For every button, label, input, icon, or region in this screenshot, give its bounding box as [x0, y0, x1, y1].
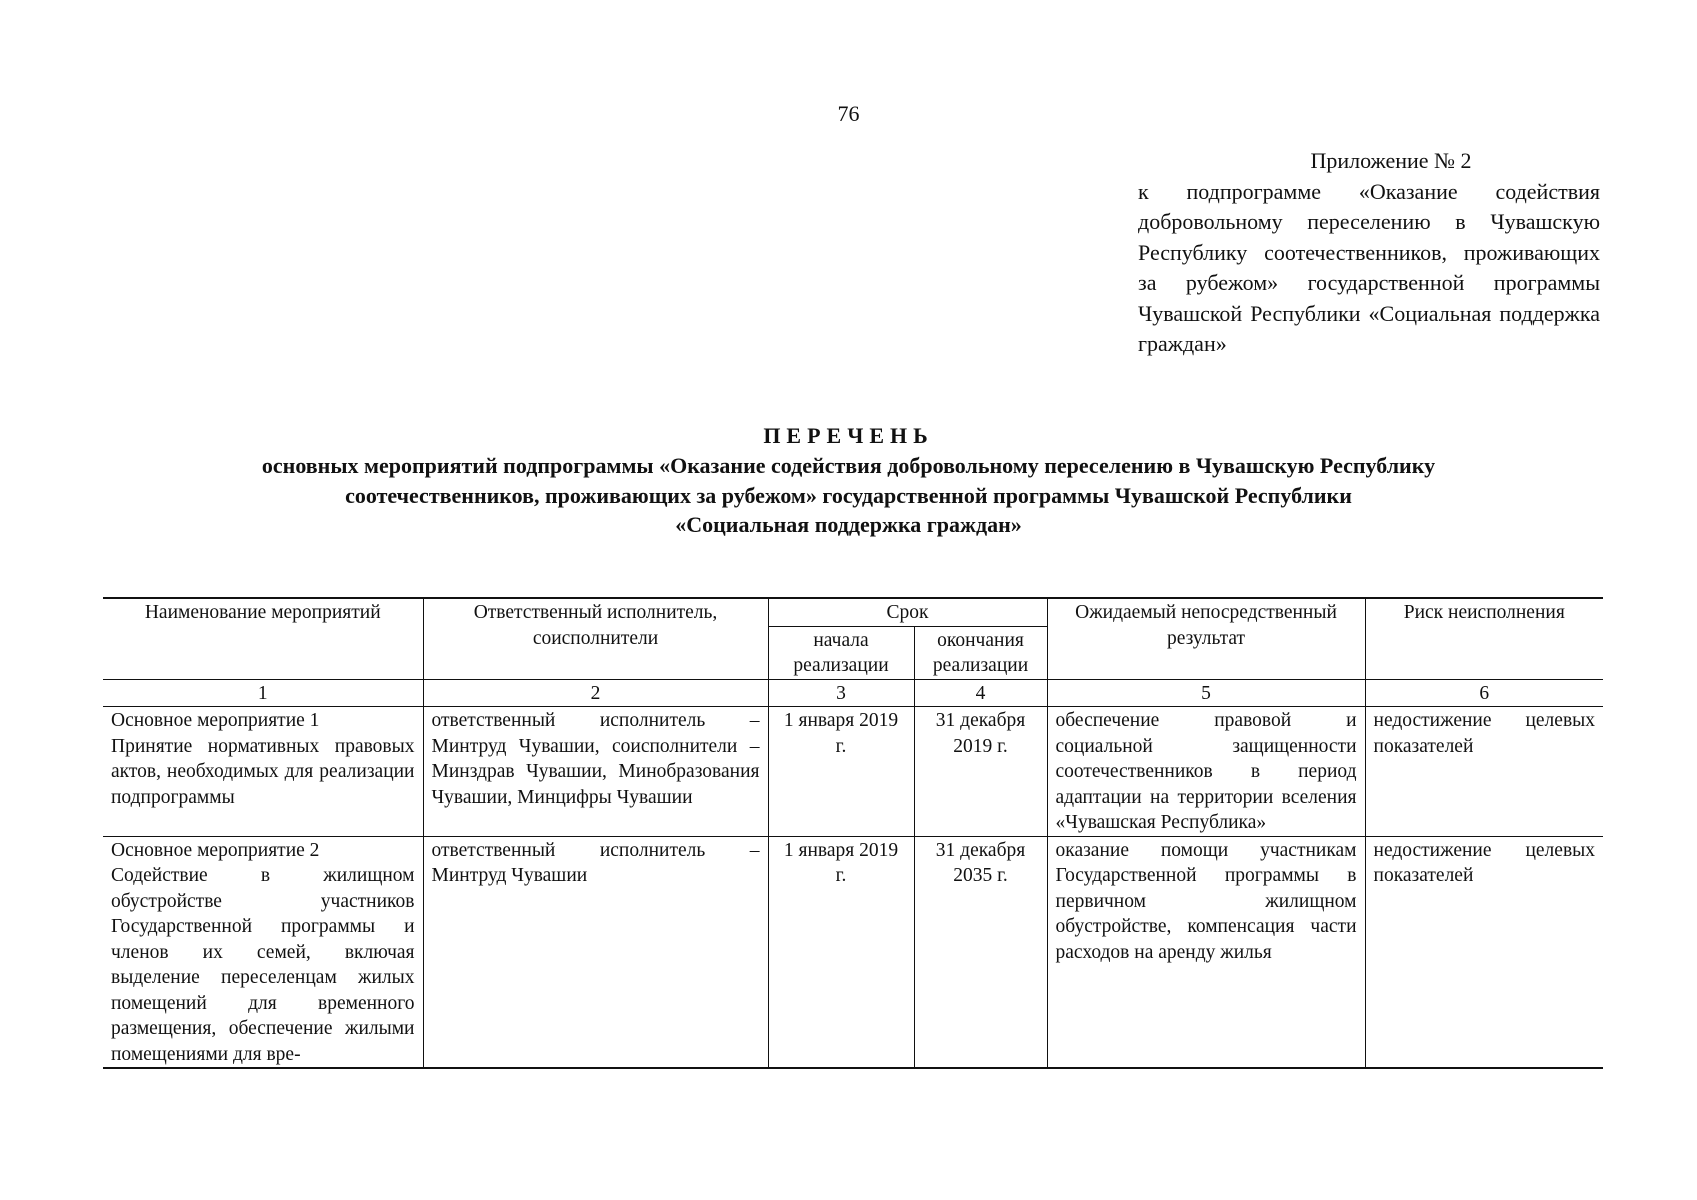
appendix-title: Приложение № 2	[1310, 148, 1472, 173]
header-executor: Ответственный исполнитель, соисполнители	[423, 598, 768, 679]
column-number: 5	[1047, 679, 1365, 707]
column-number: 3	[768, 679, 914, 707]
start-date-cell: 1 января 2019 г.	[768, 707, 914, 837]
column-number: 6	[1365, 679, 1603, 707]
end-date-cell: 31 декабря 2019 г.	[914, 707, 1047, 837]
header-name: Наименование мероприятий	[103, 598, 423, 679]
header-risk: Риск неисполнения	[1365, 598, 1603, 679]
activity-title: Основное мероприятие 1	[111, 710, 320, 731]
column-number: 4	[914, 679, 1047, 707]
heading-title: ПЕРЕЧЕНЬ	[763, 423, 934, 448]
activity-description: Содействие в жилищном обустройстве участников Государственной программы и членов их семей, включая выделение переселенцам жилых помещений для временного размещения, обеспечение жилыми помещениями для вре-	[111, 865, 415, 1065]
appendix-text: к подпрограмме «Оказание содействия добровольному переселению в Чувашскую Республику соотечественников, проживающих за рубежом» государственной программы Чувашской Республики «Социальная поддержка граждан»	[1138, 178, 1600, 356]
header-result: Ожидаемый непосредственный результат	[1047, 598, 1365, 679]
result-cell: обеспечение правовой и социальной защищенности соотечественников в период адаптации на территории вселения «Чувашская Республика»	[1047, 707, 1365, 837]
executor-cell: ответственный исполнитель – Минтруд Чувашии, соисполнители – Минздрав Чувашии, Минобразования Чувашии, Минцифры Чувашии	[423, 707, 768, 837]
end-date-cell: 31 декабря 2035 г.	[914, 836, 1047, 1068]
page-number: 76	[837, 101, 860, 126]
document-heading	[0, 421, 1697, 540]
result-cell: оказание помощи участникам Государственной программы в первичном жилищном обустройстве, компенсация части расходов на аренду жилья	[1047, 836, 1365, 1068]
risk-cell: недостижение целевых показателей	[1365, 707, 1603, 837]
header-term-start: начала реализации	[768, 626, 914, 679]
appendix-block	[1138, 146, 1600, 360]
start-date-cell: 1 января 2019 г.	[768, 836, 914, 1068]
table-row	[103, 707, 1603, 837]
heading-subtitle-line-3: «Социальная поддержка граждан»	[675, 512, 1022, 537]
table-row	[103, 836, 1603, 1068]
heading-subtitle-line-1: основных мероприятий подпрограммы «Оказание содействия добровольному переселению в Чувашскую Республику	[261, 453, 1436, 478]
activity-title: Основное мероприятие 2	[111, 839, 320, 861]
header-term: Срок	[768, 598, 1047, 626]
risk-cell: недостижение целевых показателей	[1365, 836, 1603, 1068]
activities-table	[103, 597, 1603, 1069]
column-number: 1	[103, 679, 423, 707]
activity-name-cell	[103, 707, 423, 837]
heading-subtitle-line-2: соотечественников, проживающих за рубежом» государственной программы Чувашской Республики	[345, 482, 1352, 508]
activity-name-cell	[103, 836, 423, 1068]
column-number: 2	[423, 679, 768, 707]
header-term-end: окончания реализации	[914, 626, 1047, 679]
column-number-row	[103, 679, 1603, 707]
executor-cell: ответственный исполнитель – Минтруд Чувашии	[423, 836, 768, 1068]
activity-description: Принятие нормативных правовых актов, необходимых для реализации подпрограммы	[111, 735, 415, 808]
table-header-row	[103, 598, 1603, 626]
